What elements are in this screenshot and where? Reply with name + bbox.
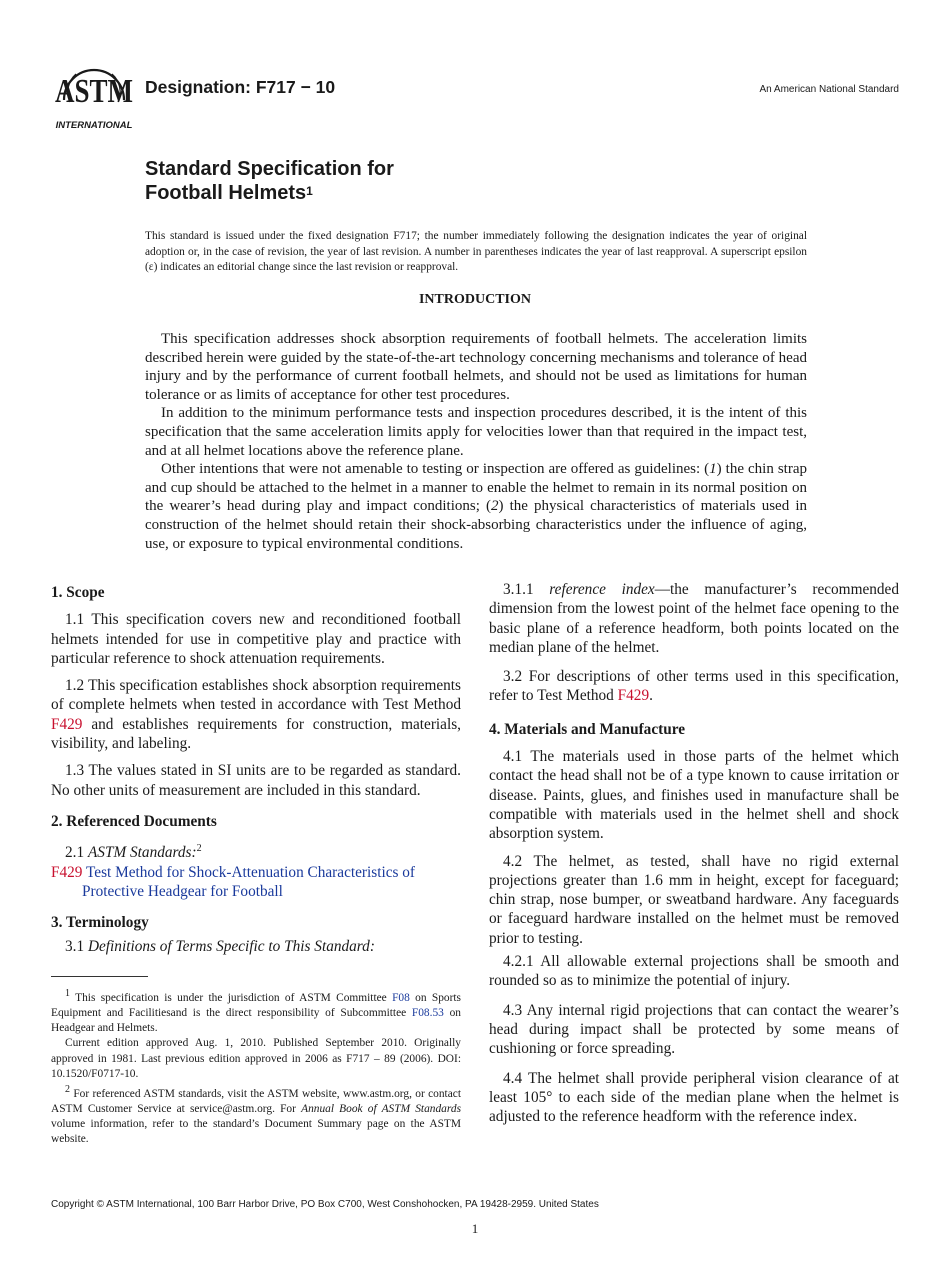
section-3-2-text-a: 3.2 For descriptions of other terms used in this specification, refer to Test Method xyxy=(489,668,899,705)
footnote-1 xyxy=(51,986,461,1036)
section-2-1-footnote-mark: 2 xyxy=(196,843,202,855)
footnote-2 xyxy=(51,1082,461,1148)
section-1-3: 1.3 The values stated in SI units are to be regarded as standard. No other units of measurement are included in this standard. xyxy=(51,762,461,799)
title-footnote-mark: 1 xyxy=(306,184,313,198)
footnote-2-text-a: For referenced ASTM standards, visit the ASTM website, www.astm.org, or contact ASTM Customer Service at service@astm.org. For xyxy=(51,1087,461,1116)
svg-text:ASTM: ASTM xyxy=(55,72,133,110)
section-3-1-1-term: reference index xyxy=(549,581,655,598)
footnote-2-mark: 2 xyxy=(65,1084,70,1096)
section-3-1-1-text: —the manufacturer’s recommended dimension from the lowest point of the helmet face opening to the basic plane of a reference headform, both points located on the median plane of the helmet. xyxy=(489,581,899,656)
astm-logo xyxy=(52,56,136,132)
section-1-1: 1.1 This specification covers new and reconditioned football helmets intended for use in competitive play and practice with particular reference to shock attenuation requirements. xyxy=(51,611,461,667)
section-3-2-text-b: . xyxy=(649,687,653,705)
section-3-1 xyxy=(51,937,461,956)
footnote-1-edition: Current edition approved Aug. 1, 2010. Published September 2010. Originally approved in 1981. Last previous edition approved in 2006 as F717 – 89 (2006). DOI: 10.1520/F0717-10. xyxy=(51,1037,461,1080)
intro-p3-text-c: ) the physical characteristics of materials used in construction of the helmet should retain their shock-absorbing characteristics under the influence of aging, use, or exposure to typical environmental conditions. xyxy=(145,498,807,552)
section-2-1 xyxy=(51,839,461,862)
section-4-2: 4.2 The helmet, as tested, shall have no rigid external projections greater than 1.6 mm in height, except for faceguard; chin strap, nose bumper, or sweatband hardware. Any faceguards or faceguard hardware installed on the helmet must be removed prior to testing. xyxy=(489,852,899,947)
section-terminology-heading: 3. Terminology xyxy=(51,914,149,932)
f429-link-terminology[interactable]: F429 xyxy=(617,687,650,705)
intro-p3-num-1: 1 xyxy=(709,461,717,478)
intro-paragraph-3 xyxy=(145,460,807,553)
page-number: 1 xyxy=(471,1221,479,1236)
svg-text:INTERNATIONAL: INTERNATIONAL xyxy=(55,120,133,131)
section-4-3: 4.3 Any internal rigid projections that can contact the wearer’s head during impact shall be protected by some means of cushioning or force spreading. xyxy=(489,1001,899,1058)
section-materials-heading: 4. Materials and Manufacture xyxy=(489,720,686,738)
f429-doc-id[interactable]: F429 xyxy=(51,863,83,881)
document-title xyxy=(145,157,394,205)
intro-p3-text-b: ) the chin strap and cup should be attached to the helmet in a manner to enable the helmet to remain in its normal position on the wearer’s head during play and impact conditions; ( xyxy=(145,461,807,515)
introduction xyxy=(145,330,807,553)
section-3-1-num: 3.1 xyxy=(65,937,88,955)
national-standard-label: An American National Standard xyxy=(759,84,899,95)
footnote-1-text-b: on Sports Equipment and Facilitiesand is the direct responsibility of Subcommittee xyxy=(51,991,461,1019)
f429-link[interactable]: F429 xyxy=(51,715,83,733)
section-1-2-text-b: and establishes requirements for construction, materials, visibility, and labeling. xyxy=(51,715,461,753)
intro-paragraph-1: This specification addresses shock absorption requirements of football helmets. The acceleration limits described herein were guided by the state-of-the-art technology concerning mechanisms and tolerance of head injury and by the performance of current football helmets, and should not be used as limitations for human tolerance or as limits of acceptance for other test procedures. xyxy=(145,331,807,403)
referenced-document-f429[interactable] xyxy=(51,863,461,902)
title-line-2 xyxy=(145,181,394,205)
section-3-1-1-num: 3.1.1 xyxy=(503,581,550,598)
footnote-1-mark: 1 xyxy=(65,988,70,999)
section-3-2 xyxy=(489,667,899,706)
footnote-1-text-a: This specification is under the jurisdiction of ASTM Committee xyxy=(70,991,393,1004)
left-column xyxy=(51,583,461,956)
f08-link[interactable]: F08 xyxy=(392,991,410,1004)
title-line-1: Standard Specification for xyxy=(145,158,394,180)
f429-doc-title[interactable]: Test Method for Shock-Attenuation Characteristics of Protective Headgear for Football xyxy=(82,863,416,900)
f08-53-link[interactable]: F08.53 xyxy=(411,1007,444,1019)
intro-paragraph-2: In addition to the minimum performance tests and inspection procedures described, it is the intent of this specification that the same acceleration limits apply for velocities lower than that required in the impact test, and at all helmet locations above the reference plane. xyxy=(145,405,807,459)
intro-p3-text-a: Other intentions that were not amenable to testing or inspection are offered as guidelines: ( xyxy=(161,461,710,478)
section-3-1-label: Definitions of Terms Specific to This Standard: xyxy=(87,937,375,955)
footnote-2-text-b: volume information, refer to the standard’s Document Summary page on the ASTM website. xyxy=(51,1118,461,1146)
introduction-heading: INTRODUCTION xyxy=(418,292,531,307)
astm-logo-mark xyxy=(52,56,136,132)
section-1-2-text-a: 1.2 This specification establishes shock absorption requirements of complete helmets when tested in accordance with Test Method xyxy=(51,677,461,714)
issue-note: This standard is issued under the fixed designation F717; the number immediately following the designation indicates the year of original adoption or, in the case of revision, the year of last revision. A number in parentheses indicates the year of last reapproval. A superscript epsilon (ε) indicates an editorial change since the last revision or reapproval. xyxy=(145,230,807,274)
footnote-2-italic: Annual Book of ASTM Standards xyxy=(301,1103,462,1116)
copyright-notice: Copyright © ASTM International, 100 Barr Harbor Drive, PO Box C700, West Conshohocken, PA 19428-2959. United States xyxy=(51,1199,599,1210)
section-scope-heading: 1. Scope xyxy=(51,584,105,601)
section-referenced-docs-heading: 2. Referenced Documents xyxy=(51,812,217,830)
section-2-1-num: 2.1 xyxy=(65,844,88,862)
section-4-2-1: 4.2.1 All allowable external projections shall be smooth and rounded so as to minimize the potential of injury. xyxy=(489,953,899,990)
designation: Designation: F717 − 10 xyxy=(145,77,336,97)
section-2-1-label: ASTM Standards: xyxy=(87,844,197,862)
title-text: Football Helmets xyxy=(145,182,307,204)
footnote-1-text-c: on Headgear and Helmets. xyxy=(51,1007,461,1035)
section-4-1: 4.1 The materials used in those parts of the helmet which contact the head shall not be of a type known to cause irritation or disease. Paints, glues, and finishes used in manufacture shall be compatible with materials used in the helmet shell and shock absorption system. xyxy=(489,748,899,843)
section-3-1-1 xyxy=(489,580,899,657)
footnote-divider xyxy=(51,976,148,977)
section-1-2 xyxy=(51,676,461,753)
intro-p3-num-2: 2 xyxy=(491,498,499,515)
right-column xyxy=(489,580,899,1126)
footnotes xyxy=(51,986,461,1148)
section-4-4: 4.4 The helmet shall provide peripheral vision clearance of at least 105° to each side of the median plane when the helmet is adjusted to the reference headform with the reference index. xyxy=(489,1069,899,1126)
